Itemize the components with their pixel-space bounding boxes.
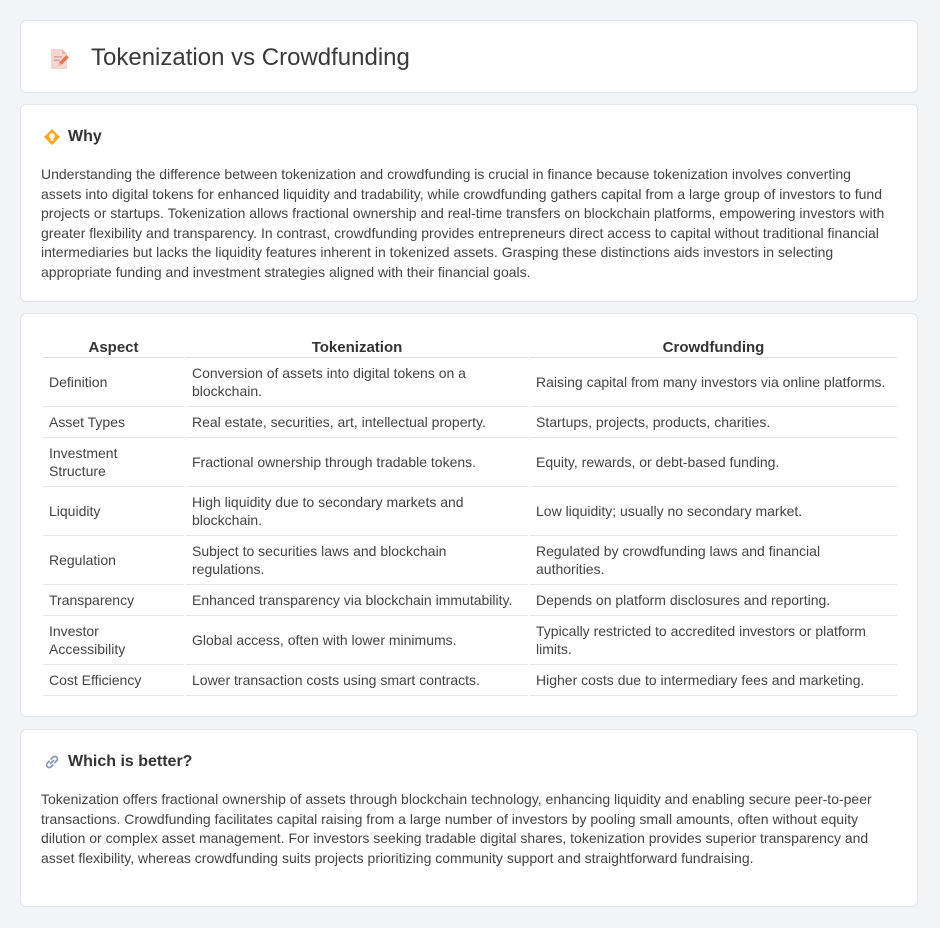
row-crowdfunding: Depends on platform disclosures and reporting.	[530, 585, 897, 616]
comparison-table	[41, 332, 899, 696]
link-icon	[43, 753, 61, 771]
row-aspect: Regulation	[43, 536, 184, 585]
table-row	[43, 536, 897, 585]
why-heading-row	[43, 127, 102, 147]
why-heading: Why	[68, 128, 102, 145]
row-crowdfunding: Equity, rewards, or debt-based funding.	[530, 438, 897, 487]
row-tokenization: Conversion of assets into digital tokens on a blockchain.	[186, 358, 528, 407]
row-crowdfunding: Startups, projects, products, charities.	[530, 407, 897, 438]
row-tokenization: Fractional ownership through tradable tokens.	[186, 438, 528, 487]
row-tokenization: Lower transaction costs using smart contracts.	[186, 665, 528, 696]
comparison-table-card	[20, 313, 918, 717]
page-title: Tokenization vs Crowdfunding	[91, 44, 410, 71]
header-aspect: Aspect	[43, 332, 184, 358]
better-heading-row	[43, 752, 192, 772]
row-tokenization: High liquidity due to secondary markets and blockchain.	[186, 487, 528, 536]
row-crowdfunding: Typically restricted to accredited investors or platform limits.	[530, 616, 897, 665]
row-tokenization: Subject to securities laws and blockchain regulations.	[186, 536, 528, 585]
row-crowdfunding: Raising capital from many investors via online platforms.	[530, 358, 897, 407]
table-row	[43, 665, 897, 696]
table-row	[43, 358, 897, 407]
row-tokenization: Real estate, securities, art, intellectual property.	[186, 407, 528, 438]
table-row	[43, 487, 897, 536]
row-aspect: Liquidity	[43, 487, 184, 536]
row-aspect: Transparency	[43, 585, 184, 616]
table-row	[43, 585, 897, 616]
row-aspect: Definition	[43, 358, 184, 407]
title-card	[20, 20, 918, 93]
why-text: Understanding the difference between tokenization and crowdfunding is crucial in finance because tokenization involves converting assets into digital tokens for enhanced liquidity and tradability, while crowdfunding gathers capital from a large group of investors to fund projects or startups. Tokenization allows fractional ownership and real-time transfers on blockchain platforms, empowering investors with greater flexibility and transparency. In contrast, crowdfunding provides entrepreneurs direct access to capital without traditional financial intermediaries but lacks the liquidity features inherent in tokenized assets. Grasping these distinctions aids investors in selecting appropriate funding and investment strategies aligned with their financial goals.	[41, 166, 885, 280]
row-tokenization: Global access, often with lower minimums.	[186, 616, 528, 665]
row-crowdfunding: Low liquidity; usually no secondary market.	[530, 487, 897, 536]
row-aspect: Investment Structure	[43, 438, 184, 487]
better-heading: Which is better?	[68, 753, 193, 770]
row-aspect: Asset Types	[43, 407, 184, 438]
row-tokenization: Enhanced transparency via blockchain immutability.	[186, 585, 528, 616]
row-crowdfunding: Regulated by crowdfunding laws and financial authorities.	[530, 536, 897, 585]
table-row	[43, 616, 897, 665]
row-aspect: Investor Accessibility	[43, 616, 184, 665]
table-row	[43, 407, 897, 438]
header-tokenization: Tokenization	[186, 332, 528, 358]
row-crowdfunding: Higher costs due to intermediary fees and marketing.	[530, 665, 897, 696]
lightbulb-diamond-icon	[43, 128, 61, 146]
why-section	[20, 104, 918, 302]
table-row	[43, 438, 897, 487]
better-text: Tokenization offers fractional ownership of assets through blockchain technology, enhancing liquidity and enabling secure peer-to-peer transactions. Crowdfunding facilitates capital raising from a large number of investors by pooling small amounts, often without equity dilution or complex asset management. For investors seeking tradable digital shares, tokenization provides superior transparency and asset flexibility, whereas crowdfunding suits projects prioritizing community support and straightforward fundraising.	[41, 791, 872, 866]
header-crowdfunding: Crowdfunding	[530, 332, 897, 358]
document-pencil-icon	[47, 47, 71, 71]
which-is-better-section	[20, 729, 918, 907]
row-aspect: Cost Efficiency	[43, 665, 184, 696]
